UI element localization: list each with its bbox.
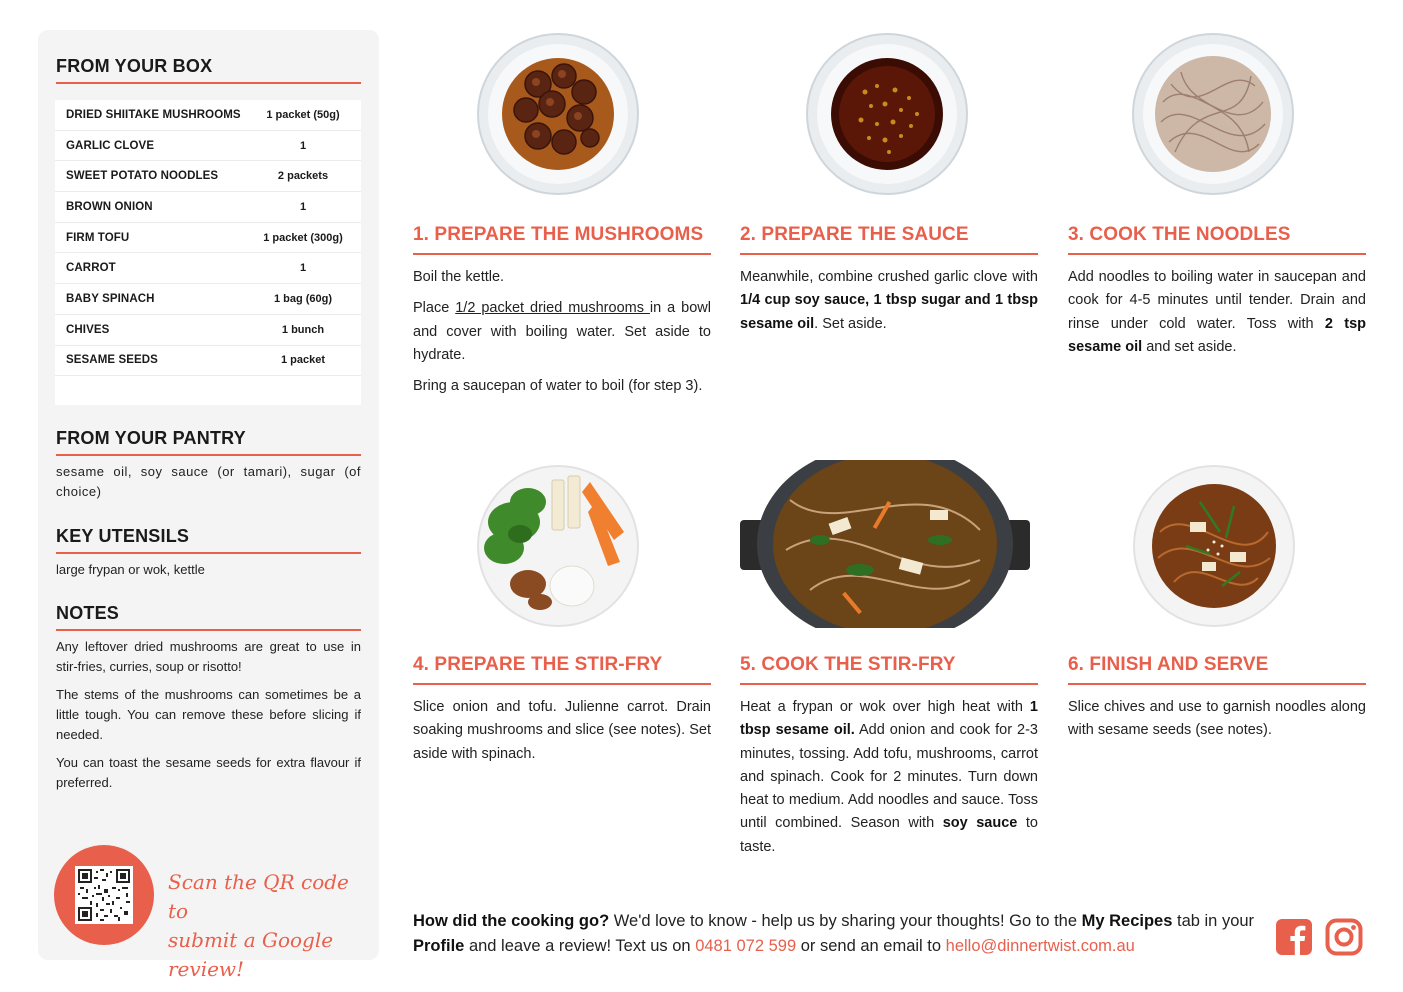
key-utensils-heading: KEY UTENSILS	[56, 526, 190, 546]
text-span: tab in your	[1172, 912, 1255, 930]
my-recipes-label: My Recipes	[1081, 912, 1173, 930]
note-item: The stems of the mushrooms can sometimes be a little tough. You can remove these before slicing if needed.	[56, 687, 361, 742]
ingredient-row	[55, 161, 361, 192]
from-your-box-heading: FROM YOUR BOX	[56, 56, 213, 76]
noodles-bowl-photo	[1131, 32, 1295, 196]
ingredient-qty: 1	[299, 262, 307, 275]
table-spacer	[55, 376, 361, 405]
ingredient-name: BROWN ONION	[66, 200, 153, 213]
profile-label: Profile	[413, 937, 465, 955]
step-text: Bring a saucepan of water to boil (for step 3).	[413, 378, 703, 395]
step-rule	[413, 253, 711, 255]
step-2-body	[740, 266, 1038, 344]
stir-fry-ingredients-photo	[474, 462, 642, 630]
qr-badge[interactable]	[54, 845, 154, 945]
text-span: to taste.	[740, 815, 1038, 855]
notes-heading: NOTES	[56, 603, 120, 623]
qr-message	[168, 868, 368, 984]
footer-question: How did the cooking go?	[413, 912, 610, 930]
note-item: Any leftover dried mushrooms are great to use in stir-fries, curries, soup or risotto!	[56, 639, 361, 674]
mushrooms-bowl-photo	[476, 32, 640, 196]
review-footer	[413, 909, 1263, 959]
step-text: Slice onion and tofu. Julienne carrot. Drain soaking mushrooms and slice (see notes). Set aside with spinach.	[413, 699, 711, 762]
ingredient-qty: 1 bunch	[281, 323, 325, 336]
instagram-icon[interactable]	[1325, 918, 1363, 956]
qr-message-line: submit a Google review!	[168, 928, 334, 981]
ingredient-name: BABY SPINACH	[66, 292, 155, 305]
step-5-body	[740, 696, 1038, 867]
ingredient-row	[55, 131, 361, 162]
ingredient-name: FIRM TOFU	[66, 231, 130, 244]
ingredient-name: GARLIC CLOVE	[66, 139, 155, 152]
step-4-title: 4. PREPARE THE STIR-FRY	[413, 654, 663, 675]
notes-list	[56, 637, 361, 801]
ingredient-row	[55, 192, 361, 223]
qr-message-line: Scan the QR code to	[168, 870, 349, 923]
heading-rule	[56, 629, 361, 631]
text-span: and set aside.	[1142, 338, 1237, 355]
step-text: Slice chives and use to garnish noodles along with sesame seeds (see notes).	[1068, 699, 1366, 739]
step-3-title: 3. COOK THE NOODLES	[1068, 224, 1291, 245]
ingredient-qty: 1 bag (60g)	[273, 292, 333, 305]
step-text	[740, 266, 1038, 336]
ingredient-row	[55, 253, 361, 284]
text-span: and leave a review! Text us on	[464, 937, 696, 955]
bold-text: 1/4 cup soy sauce, 1 tbsp sugar and 1 tbsp sesame oil	[740, 292, 1038, 332]
step-rule	[740, 253, 1038, 255]
ingredient-row	[55, 100, 361, 131]
ingredient-row	[55, 223, 361, 254]
text-span: . Set aside.	[814, 315, 887, 332]
sauce-bowl-photo	[805, 32, 969, 196]
text-span: Add noodles to boiling water in saucepan and cook for 4-5 minutes until tender. Drain and rinse under cold water. Toss with	[1068, 269, 1366, 332]
ingredients-table	[55, 100, 361, 405]
text-span: We'd love to know - help us by sharing your thoughts! Go to the	[609, 912, 1082, 930]
finished-dish-photo	[1130, 462, 1298, 630]
text-span: in a bowl and cover with boiling water. Set aside to hydrate.	[413, 300, 711, 363]
ingredient-name: SWEET POTATO NOODLES	[66, 170, 219, 183]
text-span: Meanwhile, combine crushed garlic clove with	[740, 269, 1038, 285]
text-span: Place	[413, 300, 456, 317]
step-text	[1068, 266, 1366, 359]
ingredient-qty: 1 packet	[280, 354, 326, 367]
step-rule	[1068, 253, 1366, 255]
step-text	[740, 696, 1038, 859]
step-5-title: 5. COOK THE STIR-FRY	[740, 654, 956, 675]
phone-link[interactable]: 0481 072 599	[695, 937, 797, 955]
utensils-text: large frypan or wok, kettle	[56, 562, 205, 577]
wok-stir-fry-photo	[740, 460, 1030, 628]
ingredient-qty: 1	[299, 139, 307, 152]
from-your-pantry-heading: FROM YOUR PANTRY	[56, 428, 246, 448]
step-4-body	[413, 696, 711, 774]
ingredient-qty: 1 packet (50g)	[266, 108, 340, 121]
step-6-body	[1068, 696, 1366, 751]
ingredient-name: DRIED SHIITAKE MUSHROOMS	[66, 108, 241, 121]
ingredient-row	[55, 346, 361, 377]
step-1-body	[413, 266, 711, 406]
step-3-body	[1068, 266, 1366, 367]
step-1-title: 1. PREPARE THE MUSHROOMS	[413, 224, 704, 245]
heading-rule	[56, 454, 361, 456]
underlined-text: 1/2 packet dried mushrooms	[455, 300, 650, 317]
ingredient-name: CARROT	[66, 262, 116, 275]
ingredient-qty: 2 packets	[277, 170, 329, 183]
ingredient-qty: 1	[299, 200, 307, 213]
email-link[interactable]: hello@dinnertwist.com.au	[945, 937, 1135, 955]
step-2-title: 2. PREPARE THE SAUCE	[740, 224, 969, 245]
ingredient-row	[55, 284, 361, 315]
ingredient-qty: 1 packet (300g)	[263, 231, 343, 244]
step-rule	[413, 683, 711, 685]
ingredient-name: SESAME SEEDS	[66, 354, 158, 367]
heading-rule	[56, 82, 361, 84]
sidebar	[38, 30, 379, 981]
step-6-title: 6. FINISH AND SERVE	[1068, 654, 1269, 675]
step-rule	[1068, 683, 1366, 685]
text-span: or send an email to	[796, 937, 946, 955]
ingredient-row	[55, 315, 361, 346]
pantry-text: sesame oil, soy sauce (or tamari), sugar (of choice)	[56, 464, 361, 499]
ingredient-name: CHIVES	[66, 323, 110, 336]
bold-text: 1 tbsp sesame oil.	[740, 699, 1038, 739]
qr-code[interactable]	[75, 866, 133, 924]
step-rule	[740, 683, 1038, 685]
text-span: Add onion and cook for 2-3 minutes, tossing. Add tofu, mushrooms, carrot and spinach. Cook for 2 minutes. Turn down heat to medium. Add noodles and sauce. Toss until combined. Season with	[740, 722, 1038, 832]
note-item: You can toast the sesame seeds for extra flavour if preferred.	[56, 755, 361, 790]
bold-text: 2 tsp sesame oil	[1068, 315, 1366, 355]
text-span: Heat a frypan or wok over high heat with	[740, 699, 1030, 715]
bold-text: soy sauce	[942, 815, 1018, 832]
step-text	[413, 297, 711, 367]
step-text: Boil the kettle.	[413, 269, 505, 285]
facebook-icon[interactable]	[1275, 918, 1313, 956]
heading-rule	[56, 552, 361, 554]
